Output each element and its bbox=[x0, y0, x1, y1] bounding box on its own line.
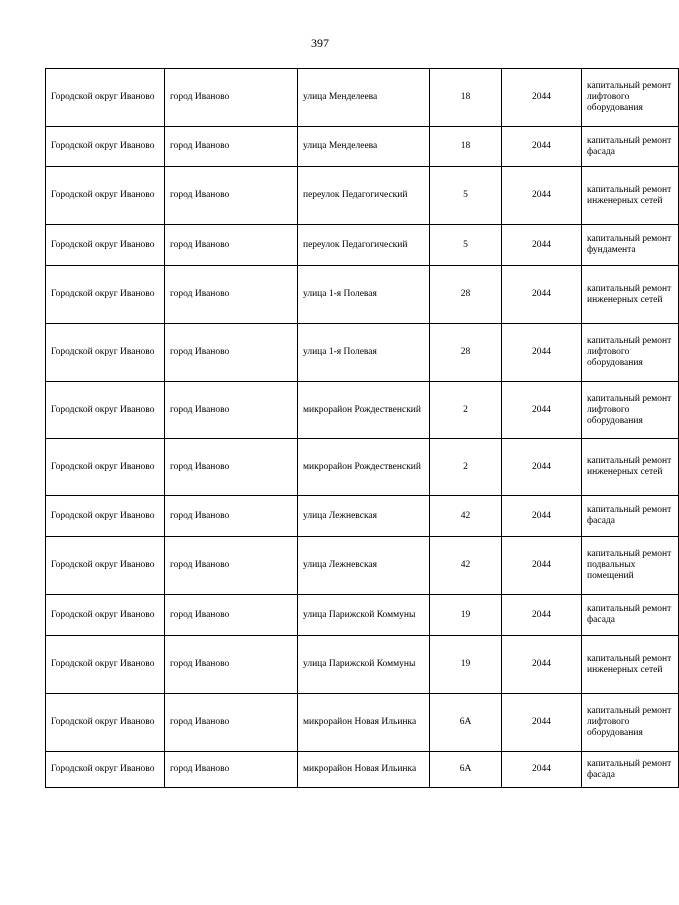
work-type-cell: капитальный ремонт фасада bbox=[582, 752, 679, 788]
municipality-cell: Городской округ Иваново bbox=[46, 382, 165, 439]
municipality-cell: Городской округ Иваново bbox=[46, 752, 165, 788]
house-number-cell: 2 bbox=[430, 439, 502, 496]
settlement-cell: город Иваново bbox=[165, 496, 298, 537]
year-cell: 2044 bbox=[502, 324, 582, 382]
street-cell: улица Менделеева bbox=[298, 127, 430, 167]
year-cell: 2044 bbox=[502, 439, 582, 496]
house-number-cell: 19 bbox=[430, 636, 502, 694]
year-cell: 2044 bbox=[502, 127, 582, 167]
settlement-cell: город Иваново bbox=[165, 225, 298, 266]
house-number-cell: 18 bbox=[430, 127, 502, 167]
work-type-cell: капитальный ремонт инженерных сетей bbox=[582, 266, 679, 324]
municipality-cell: Городской округ Иваново bbox=[46, 694, 165, 752]
work-type-cell: капитальный ремонт лифтового оборудования bbox=[582, 69, 679, 127]
municipality-cell: Городской округ Иваново bbox=[46, 167, 165, 225]
municipality-cell: Городской округ Иваново bbox=[46, 69, 165, 127]
work-type-cell: капитальный ремонт инженерных сетей bbox=[582, 636, 679, 694]
table-row bbox=[46, 382, 679, 439]
year-cell: 2044 bbox=[502, 752, 582, 788]
work-type-cell: капитальный ремонт лифтового оборудования bbox=[582, 324, 679, 382]
settlement-cell: город Иваново bbox=[165, 694, 298, 752]
settlement-cell: город Иваново bbox=[165, 69, 298, 127]
settlement-cell: город Иваново bbox=[165, 636, 298, 694]
table-row bbox=[46, 69, 679, 127]
municipality-cell: Городской округ Иваново bbox=[46, 496, 165, 537]
table-row bbox=[46, 694, 679, 752]
street-cell: улица Лежневская bbox=[298, 537, 430, 595]
work-type-cell: капитальный ремонт фасада bbox=[582, 595, 679, 636]
year-cell: 2044 bbox=[502, 694, 582, 752]
street-cell: улица Менделеева bbox=[298, 69, 430, 127]
street-cell: микрорайон Рождественский bbox=[298, 382, 430, 439]
house-number-cell: 28 bbox=[430, 266, 502, 324]
street-cell: улица 1-я Полевая bbox=[298, 324, 430, 382]
table-row bbox=[46, 537, 679, 595]
house-number-cell: 5 bbox=[430, 167, 502, 225]
table-body bbox=[46, 69, 679, 788]
house-number-cell: 18 bbox=[430, 69, 502, 127]
work-type-cell: капитальный ремонт фасада bbox=[582, 496, 679, 537]
repair-schedule-table bbox=[45, 68, 679, 788]
settlement-cell: город Иваново bbox=[165, 595, 298, 636]
municipality-cell: Городской округ Иваново bbox=[46, 266, 165, 324]
year-cell: 2044 bbox=[502, 167, 582, 225]
year-cell: 2044 bbox=[502, 595, 582, 636]
table-row bbox=[46, 266, 679, 324]
settlement-cell: город Иваново bbox=[165, 167, 298, 225]
table-row bbox=[46, 127, 679, 167]
municipality-cell: Городской округ Иваново bbox=[46, 225, 165, 266]
year-cell: 2044 bbox=[502, 636, 582, 694]
settlement-cell: город Иваново bbox=[165, 382, 298, 439]
street-cell: микрорайон Новая Ильинка bbox=[298, 752, 430, 788]
table-row bbox=[46, 496, 679, 537]
house-number-cell: 6А bbox=[430, 694, 502, 752]
year-cell: 2044 bbox=[502, 382, 582, 439]
work-type-cell: капитальный ремонт фундамента bbox=[582, 225, 679, 266]
street-cell: переулок Педагогический bbox=[298, 225, 430, 266]
house-number-cell: 28 bbox=[430, 324, 502, 382]
work-type-cell: капитальный ремонт подвальных помещений bbox=[582, 537, 679, 595]
year-cell: 2044 bbox=[502, 266, 582, 324]
street-cell: улица Парижской Коммуны bbox=[298, 636, 430, 694]
settlement-cell: город Иваново bbox=[165, 127, 298, 167]
street-cell: улица 1-я Полевая bbox=[298, 266, 430, 324]
table-row bbox=[46, 167, 679, 225]
settlement-cell: город Иваново bbox=[165, 537, 298, 595]
street-cell: улица Парижской Коммуны bbox=[298, 595, 430, 636]
year-cell: 2044 bbox=[502, 69, 582, 127]
house-number-cell: 2 bbox=[430, 382, 502, 439]
page-number: 397 bbox=[311, 36, 329, 50]
house-number-cell: 42 bbox=[430, 537, 502, 595]
street-cell: улица Лежневская bbox=[298, 496, 430, 537]
house-number-cell: 6А bbox=[430, 752, 502, 788]
year-cell: 2044 bbox=[502, 496, 582, 537]
settlement-cell: город Иваново bbox=[165, 324, 298, 382]
table-row bbox=[46, 595, 679, 636]
work-type-cell: капитальный ремонт инженерных сетей bbox=[582, 439, 679, 496]
municipality-cell: Городской округ Иваново bbox=[46, 127, 165, 167]
street-cell: микрорайон Рождественский bbox=[298, 439, 430, 496]
settlement-cell: город Иваново bbox=[165, 266, 298, 324]
settlement-cell: город Иваново bbox=[165, 439, 298, 496]
work-type-cell: капитальный ремонт фасада bbox=[582, 127, 679, 167]
house-number-cell: 19 bbox=[430, 595, 502, 636]
municipality-cell: Городской округ Иваново bbox=[46, 636, 165, 694]
work-type-cell: капитальный ремонт инженерных сетей bbox=[582, 167, 679, 225]
year-cell: 2044 bbox=[502, 225, 582, 266]
table-row bbox=[46, 225, 679, 266]
house-number-cell: 5 bbox=[430, 225, 502, 266]
work-type-cell: капитальный ремонт лифтового оборудования bbox=[582, 382, 679, 439]
table-row bbox=[46, 752, 679, 788]
table-row bbox=[46, 636, 679, 694]
table-row bbox=[46, 439, 679, 496]
municipality-cell: Городской округ Иваново bbox=[46, 537, 165, 595]
municipality-cell: Городской округ Иваново bbox=[46, 595, 165, 636]
municipality-cell: Городской округ Иваново bbox=[46, 324, 165, 382]
house-number-cell: 42 bbox=[430, 496, 502, 537]
street-cell: переулок Педагогический bbox=[298, 167, 430, 225]
street-cell: микрорайон Новая Ильинка bbox=[298, 694, 430, 752]
year-cell: 2044 bbox=[502, 537, 582, 595]
work-type-cell: капитальный ремонт лифтового оборудования bbox=[582, 694, 679, 752]
municipality-cell: Городской округ Иваново bbox=[46, 439, 165, 496]
table-row bbox=[46, 324, 679, 382]
settlement-cell: город Иваново bbox=[165, 752, 298, 788]
